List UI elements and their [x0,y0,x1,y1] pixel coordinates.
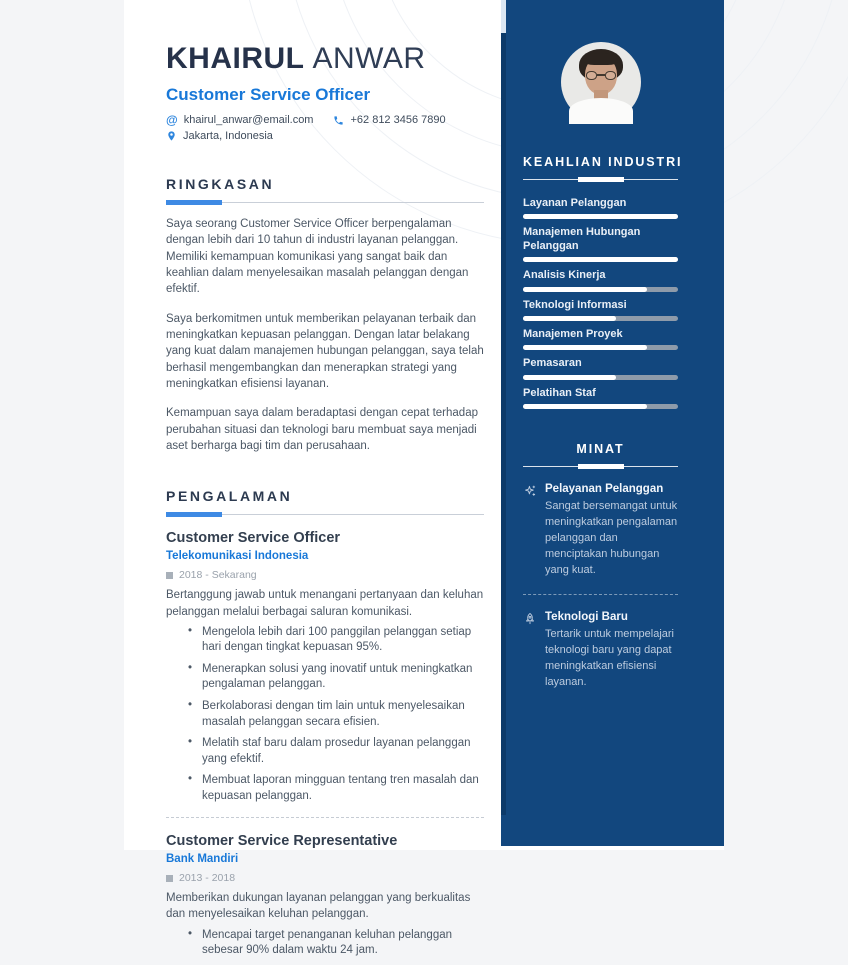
interest-body [545,483,678,579]
skill-bar-track [523,214,678,219]
email-text: khairul_anwar@email.com [183,114,314,126]
bullet-item: • Mencapai target penanganan keluhan pelanggan sebesar 90% dalam waktu 24 jam. [187,928,484,959]
email-item [166,114,313,126]
avatar-shirt [569,98,633,124]
skill-label: Pemasaran [523,357,582,370]
bullet-item: • Mengelola lebih dari 100 panggilan pelanggan setiap hari dengan tingkat kepuasan 95%. [187,625,484,656]
summary-paragraph: Saya berkomitmen untuk memberikan pelayanan terbaik dan meningkatkan kepuasan pelanggan. Dengan latar belakang yang kuat dalam manajemen hubungan pelanggan, saya telah berhasil mengembangkan dan menerapkan strategi yang meningkatkan efisiensi layanan. [166,312,484,390]
avatar-fringe [584,53,618,65]
calendar-square-icon [166,875,173,882]
job-period [166,872,484,884]
bottom-strip [501,846,724,850]
job-entry [166,530,484,804]
skill-bar-track [523,287,678,292]
summary-paragraph: Saya seorang Customer Service Officer berpengalaman dengan lebih dari 10 tahun di industri layanan pelanggan. Memiliki kemampuan komunikasi yang sangat baik dan keahlian dalam menyelesaikan masalah pelanggan dengan efektif. [166,218,469,296]
location-item [166,130,273,142]
summary-section [166,176,484,454]
interests-list [523,483,678,690]
skill-bar-track [523,316,678,321]
skill-bar-fill [523,287,647,292]
sidebar-divider [523,466,678,467]
job-title: Customer Service Representative [166,833,398,850]
interest-description: Sangat bersemangat untuk meningkatkan pengalaman pelanggan dan menciptakan hubungan yang kuat. [545,500,678,576]
contact-row [166,114,484,126]
skill-bar-track [523,375,678,380]
interest-item [523,483,678,579]
skill-item [523,299,678,321]
skill-bar-track [523,345,678,350]
glasses-lens [605,71,616,80]
sidebar [501,0,724,846]
experience-section [166,488,484,959]
skill-label: Teknologi Informasi [523,298,627,311]
avatar-glasses [586,71,616,81]
skill-label: Manajemen Proyek [523,328,623,341]
phone-text: +62 812 3456 7890 [350,114,446,126]
interest-title: Pelayanan Pelanggan [545,483,664,496]
glasses-lens [586,71,597,80]
skill-label: Pelatihan Staf [523,386,596,399]
skill-label: Manajemen Hubungan Pelanggan [523,226,641,252]
skill-bar-fill [523,316,616,321]
interest-separator [523,594,678,595]
skill-item [523,357,678,379]
last-name: ANWAR [312,42,426,75]
skill-bar-track [523,257,678,262]
rocket-icon [523,612,545,631]
interest-body [545,611,678,691]
skill-bar-fill [523,257,678,262]
job-bullet-list [187,625,484,804]
phone-icon [333,115,344,126]
experience-heading: PENGALAMAN [166,488,293,505]
job-period-text: 2013 - 2018 [179,872,236,885]
job-title: Customer Service Officer [166,530,341,547]
email-at-icon: @ [166,113,178,127]
candidate-name [166,44,484,74]
interest-item [523,611,678,691]
skill-label: Analisis Kinerja [523,269,606,282]
job-entry [166,833,484,959]
job-bullet-list [187,928,484,959]
section-divider [166,202,484,203]
main-column [166,0,484,965]
summary-heading: RINGKASAN [166,176,275,192]
contact-row [166,130,484,142]
skills-heading: KEAHLIAN INDUSTRI [523,155,683,169]
job-company: Telekomunikasi Indonesia [166,550,309,563]
contact-info [166,114,484,142]
sidebar-divider [523,179,678,180]
job-company: Bank Mandiri [166,853,239,866]
candidate-title: Customer Service Officer [166,85,371,104]
glasses-bridge [597,74,605,76]
skill-item [523,269,678,291]
location-pin-icon [166,130,177,142]
sparkle-icon [523,484,545,503]
job-period-text: 2018 - Sekarang [179,569,257,582]
job-description: Bertanggung jawab untuk menangani pertanyaan dan keluhan pelanggan melalui berbagai saluran komunikasi. [166,589,484,618]
skill-bar-fill [523,214,678,219]
bullet-item: • Berkolaborasi dengan tim lain untuk menyelesaikan masalah pelanggan secara efisien. [187,699,484,730]
resume-page [124,0,724,957]
job-separator [166,817,484,818]
interest-title: Teknologi Baru [545,610,628,623]
skills-list [523,197,678,409]
skill-bar-track [523,404,678,409]
profile-photo [561,42,641,122]
skill-bar-fill [523,404,647,409]
skill-bar-fill [523,345,647,350]
bullet-item: • Membuat laporan mingguan tentang tren masalah dan kepuasan pelanggan. [187,773,484,804]
section-divider [166,514,484,515]
interest-description: Tertarik untuk mempelajari teknologi baru yang dapat meningkatkan efisiensi layanan. [545,627,674,688]
skill-item [523,226,678,262]
skill-item [523,387,678,409]
skill-item [523,328,678,350]
calendar-square-icon [166,572,173,579]
bullet-item: • Menerapkan solusi yang inovatif untuk meningkatkan pengalaman pelanggan. [187,662,484,693]
skill-item [523,197,678,219]
location-text: Jakarta, Indonesia [183,130,273,142]
job-description: Memberikan dukungan layanan pelanggan yang berkualitas dan menyelesaikan keluhan pelanggan. [166,892,471,921]
bullet-item: • Melatih staf baru dalam prosedur layanan pelanggan yang efektif. [187,736,484,767]
first-name: KHAIRUL [166,42,305,75]
interests-heading: MINAT [576,442,625,457]
job-period [166,569,484,581]
phone-item [333,114,445,126]
skill-bar-fill [523,375,616,380]
skill-label: Layanan Pelanggan [523,197,627,209]
summary-paragraph: Kemampuan saya dalam beradaptasi dengan cepat terhadap perubahan situasi dan teknologi baru membuat saya menjadi aset berharga bagi tim dan perusahaan. [166,407,478,452]
